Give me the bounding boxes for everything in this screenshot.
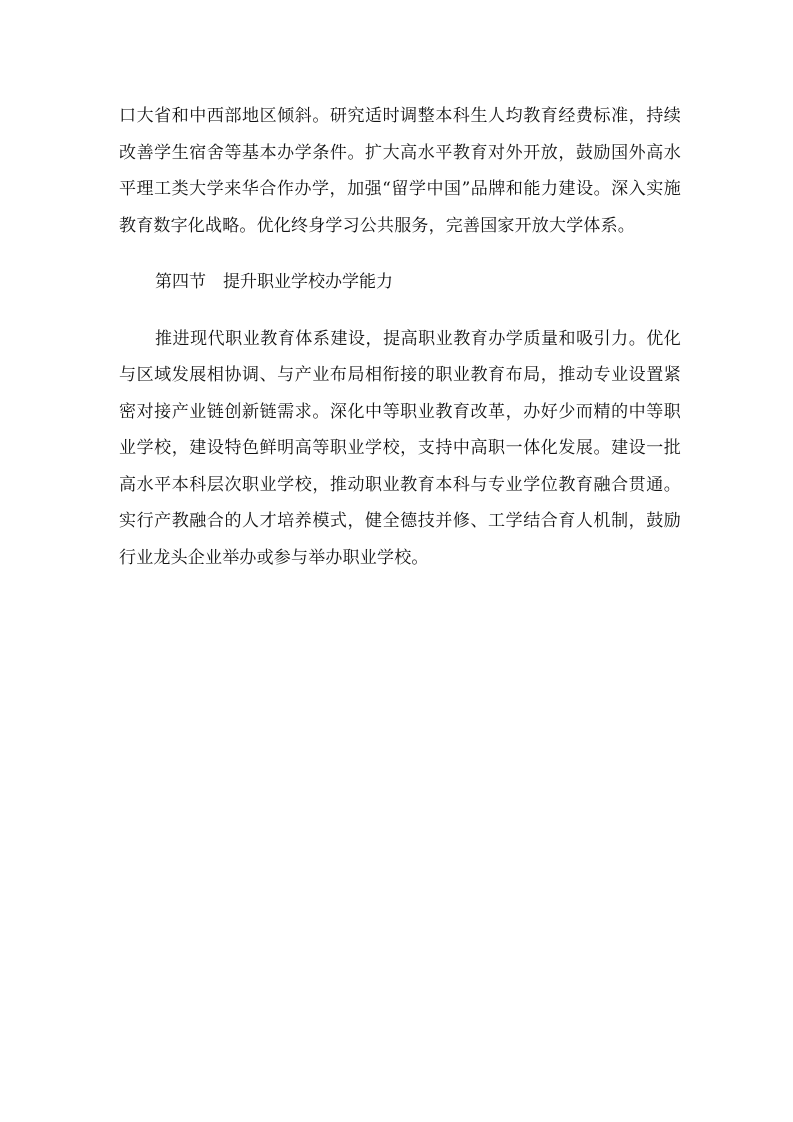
- section-heading: 第四节 提升职业学校办学能力: [155, 272, 393, 292]
- spacer: [119, 244, 681, 264]
- document-body: [119, 98, 681, 576]
- paragraph-continuation: 口大省和中西部地区倾斜。研究适时调整本科生人均教育经费标准，持续改善学生宿舍等基本办学条件。扩大高水平教育对外开放，鼓励国外高水平理工类大学来华合作办学，加强“留学中国”品牌和能力建设。深入实施教育数字化战略。优化终身学习公共服务，完善国家开放大学体系。: [119, 106, 681, 236]
- paragraph-vocational-education: 推进现代职业教育体系建设，提高职业教育办学质量和吸引力。优化与区域发展相协调、与产业布局相衔接的职业教育布局，推动专业设置紧密对接产业链创新链需求。深化中等职业教育改革，办好少而精的中等职业学校，建设特色鲜明高等职业学校，支持中高职一体化发展。建设一批高水平本科层次职业学校，推动职业教育本科与专业学位教育融合贯通。实行产教融合的人才培养模式，健全德技并修、工学结合育人机制，鼓励行业龙头企业举办或参与举办职业学校。: [119, 328, 681, 568]
- spacer: [119, 301, 681, 321]
